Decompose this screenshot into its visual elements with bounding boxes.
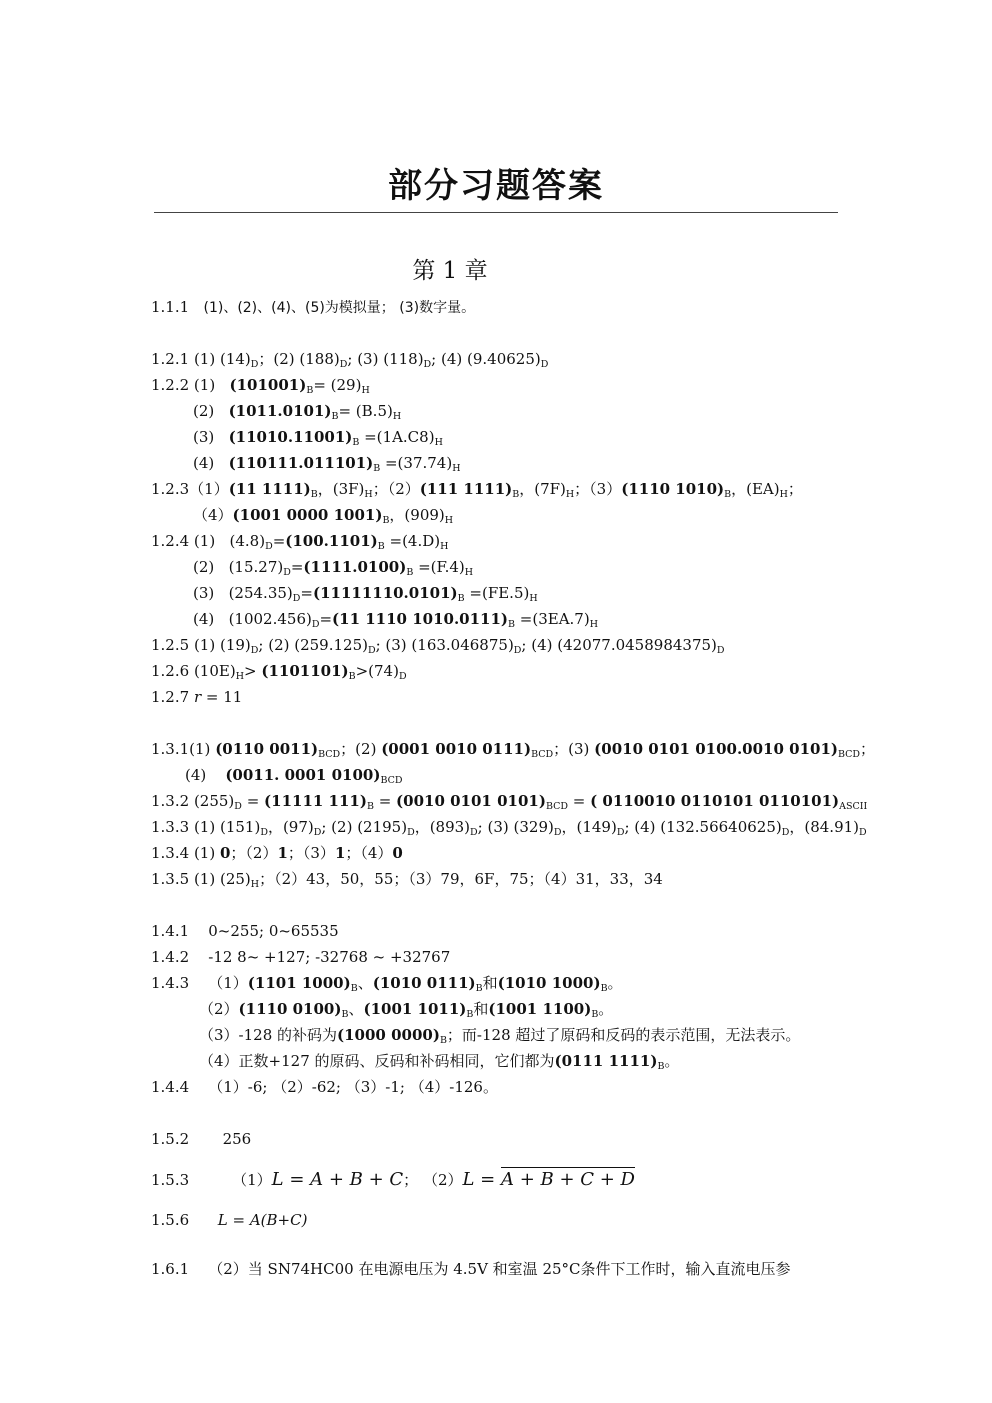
answer-1-2-2-1: 1.2.2 (1) $(101001)_B= (29)_H$ (151, 376, 370, 396)
answer-1-4-3-1: 1.4.3 （1）(1101 $1000)_B$、(1010 $0111)_B$和(1010 $1000)_B$。 (151, 974, 623, 994)
answer-1-2-6: 1.2.6 $(10E)_H> (1101101)_B>(74)_D$ (151, 662, 407, 682)
answer-1-3-1-4: (4) (0011. 0001 $0100)_{BCD}$ (185, 766, 403, 786)
answer-1-4-4: 1.4.4 （1）-6; （2）-62; （3）-1; （4）-126。 (151, 1078, 498, 1096)
equation-1: L = A + B + C (271, 1169, 404, 1190)
answer-1-2-1: 1.2.1 (1) $(14)_D$；(2) $(188)_D$; (3) $(118)_D$; (4) $(9.40625)_D$ (151, 350, 549, 370)
answer-1-2-4-1: 1.2.4 (1) $(4.8)_D=(100.1101)_B =(4.D)_H$ (151, 532, 449, 552)
answer-1-3-3: 1.3.3 (1) $(151)_D$，$(97)_D$; (2) $(2195)_D$，$(893)_D$; (3) $(329)_D$，$(149)_D$; (4) $(132.56640625)_D$，$(84.91)_D$ (151, 818, 867, 838)
answer-1-4-3-4: （4）正数+127 的原码、反码和补码相同，它们都为(0111 $1111)_B$。 (199, 1052, 680, 1072)
answer-1-3-4: 1.3.4 (1) 0；（2）1；（3）1；（4）0 (151, 844, 403, 862)
answer-1-3-5: 1.3.5 (1) $(25)_H$；（2）43，50，55；（3）79，6F，75；（4）31，33，34 (151, 870, 663, 890)
answer-1-4-3-2: （2）(1110 $0100)_B$、(1001 $1011)_B$和(1001 $1100)_B$。 (199, 1000, 614, 1020)
equation-2-overbar-term: A + B + C + D (500, 1169, 635, 1190)
answer-1-5-6: 1.5.6 L = A(B+C) (151, 1211, 308, 1229)
answer-1-2-2-2: (2) $(1011.0101)_B= (B.5)_H$ (193, 402, 402, 422)
answer-1-3-1: 1.3.1(1) (0110 $0011)_{BCD}$；(2) (0001 0010 $0111)_{BCD}$；(3) (0010 0101 0100.0010 $0101)_{BCD}$； (151, 740, 876, 760)
answer-1-2-4-3: (3) $(254.35)_D=(11111110.0101)_B =(FE.5)_H$ (193, 584, 538, 604)
answer-1-4-1: 1.4.1 0~255; 0~65535 (151, 922, 339, 940)
answer-1-1-1: 1.1.1 (1)、(2)、(4)、(5)为模拟量； (3)数字量。 (151, 298, 476, 316)
answer-1-2-4-4: (4) $(1002.456)_D=(11$ 1110 $1010.0111)_B =(3EA.7)_H$ (193, 610, 598, 630)
answer-1-2-2-4: (4) $(110111.011101)_B =(37.74)_H$ (193, 454, 461, 474)
answer-1-2-5: 1.2.5 (1) $(19)_D$; (2) $(259.125)_D$; (3) $(163.046875)_D$; (4) $(42077.0458984375)_D$ (151, 636, 725, 656)
answer-1-2-3: 1.2.3（1）(11 $1111)_B$，$(3F)_H$；（2）(111 $1111)_B$，$(7F)_H$；（3）(1110 $1010)_B$，$(EA)_H$； (151, 480, 803, 500)
answer-1-2-2-3: (3) $(11010.11001)_B =(1A.C8)_H$ (193, 428, 443, 448)
answer-1-4-2: 1.4.2 -12 8~ +127; -32768 ~ +32767 (151, 948, 451, 966)
answer-1-6-1: 1.6.1 （2）当 SN74HC00 在电源电压为 4.5V 和室温 25°C条件下工作时，输入直流电压参 (151, 1260, 791, 1278)
answer-1-2-3-4: （4）(1001 0000 $1001)_B$，$(909)_H$ (193, 506, 454, 526)
chapter-heading: 第 1 章 (412, 258, 488, 284)
answer-1-2-7: 1.2.7 r = 11 (151, 688, 243, 706)
answer-1-4-3-3: （3）-128 的补码为(1000 $0000)_B$；而-128 超过了原码和反码的表示范围，无法表示。 (199, 1026, 801, 1046)
document-title: 部分习题答案 (388, 166, 604, 206)
title-divider (154, 212, 838, 213)
answer-1-5-3: 1.5.3 （1）L = A + B + C； （2）L = A + B + C + D (151, 1169, 635, 1190)
answer-1-5-2: 1.5.2 256 (151, 1130, 252, 1148)
answer-1-3-2: 1.3.2 $(255)_D = (11111$ $111)_B = (0010$ 0101 $0101)_{BCD}$ = ( 0110010 0110101 $0110101)_{ASCII}$ (151, 792, 868, 812)
answer-1-2-4-2: (2) $(15.27)_D=(1111.0100)_B =(F.4)_H$ (193, 558, 474, 578)
equation-2-lhs: L = (462, 1169, 501, 1190)
